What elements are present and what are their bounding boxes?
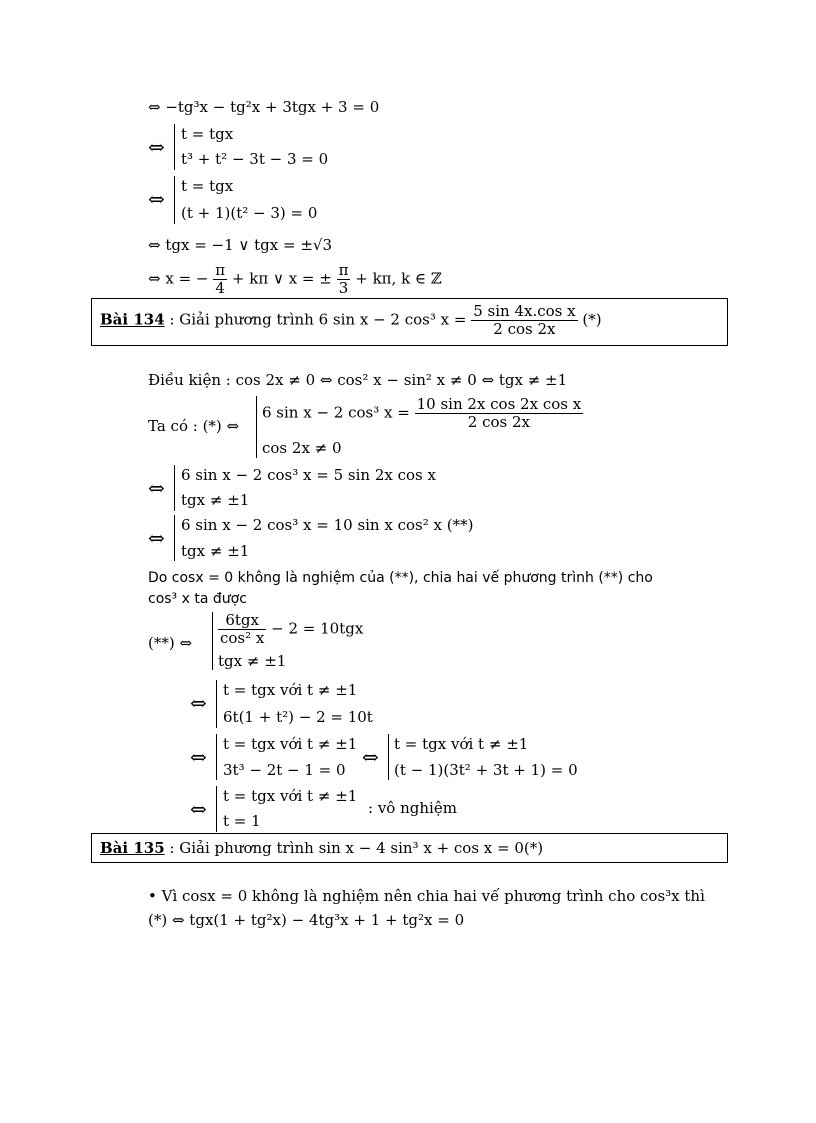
system-brace — [174, 124, 175, 170]
equiv-symbol: ⇔ — [190, 691, 207, 715]
system-eq: 3t³ − 2t − 1 = 0 — [223, 761, 346, 779]
equiv-symbol: ⇔ — [148, 526, 165, 550]
equiv-symbol: ⇔ — [148, 187, 165, 211]
system-eq: t = tgx — [181, 177, 234, 195]
text-line: Do cosx = 0 không là nghiệm của (**), chia hai vế phương trình (**) cho — [148, 570, 653, 586]
problem-title: Bài 135 — [100, 839, 165, 857]
system-eq: t = tgx — [181, 125, 234, 143]
step-line-4: ⇔ tgx = −1 ∨ tgx = ±√3 — [148, 236, 333, 254]
equiv-symbol: ⇔ — [148, 476, 165, 500]
system-eq: $\frac{\text{6tgx}}{\text{cos² x}}$ − 2 = 10tgx — [220, 611, 364, 647]
system-brace — [212, 612, 213, 670]
problem-135-statement: Bài 135 : Giải phương trình sin x − 4 sin³ x + cos x = 0(*) — [100, 839, 544, 857]
system-eq: t = tgx với t ≠ ±1 — [223, 681, 358, 699]
system-brace — [174, 465, 175, 511]
equiv-symbol: ⇔ — [190, 797, 207, 821]
system-eq: tgx ≠ ±1 — [218, 652, 287, 670]
system-brace — [256, 396, 257, 458]
problem-134-statement: Bài 134 : Giải phương trình 6 sin x − 2 cos³ x = $\frac{\text{5 sin 4x.cos x}}{2 \cos 2x}$ (*) — [100, 302, 602, 338]
result-text: : vô nghiệm — [368, 799, 457, 817]
system-eq: t = tgx với t ≠ ±1 — [223, 787, 358, 805]
system-eq: cos 2x ≠ 0 — [262, 439, 342, 457]
text-line: cos³ x ta được — [148, 591, 247, 607]
system-eq: tgx ≠ ±1 — [181, 491, 250, 509]
equiv-symbol: ⇔ — [362, 745, 379, 769]
system-eq: tgx ≠ ±1 — [181, 542, 250, 560]
system-brace — [216, 734, 217, 780]
system-eq: t = 1 — [223, 812, 261, 830]
system-eq: t³ + t² − 3t − 3 = 0 — [181, 150, 329, 168]
problem-title: Bài 134 — [100, 310, 165, 329]
system-brace — [388, 734, 389, 780]
condition-line: Điều kiện : cos 2x ≠ 0 ⇔ cos² x − sin² x ≠ 0 ⇔ tgx ≠ ±1 — [148, 371, 568, 389]
system-brace — [174, 515, 175, 561]
system-brace — [216, 680, 217, 728]
system-eq: t = tgx với t ≠ ±1 — [223, 735, 358, 753]
step-line-1: ⇔ −tg³x − tg²x + 3tgx + 3 = 0 — [148, 98, 380, 116]
system-eq: (t − 1)(3t² + 3t + 1) = 0 — [394, 761, 578, 779]
system-eq: 6 sin x − 2 cos³ x = 5 sin 2x cos x — [181, 466, 436, 484]
bullet-line: • Vì cosx = 0 không là nghiệm nên chia hai vế phương trình cho cos³x thì — [148, 887, 705, 905]
equation-line: (*) ⇔ tgx(1 + tg²x) − 4tg³x + 1 + tg²x = 0 — [148, 911, 465, 929]
step-line-5: ⇔ x = − $\frac{\pi}{4}$ + kπ ∨ x = ± $\frac{\pi}{3}$ + kπ, k ∈ ℤ — [148, 261, 442, 297]
equiv-symbol: ⇔ — [190, 745, 207, 769]
system-brace — [174, 176, 175, 224]
taco-label: Ta có : (*) ⇔ — [148, 417, 240, 435]
equiv-label: (**) ⇔ — [148, 634, 193, 652]
system-eq: 6t(1 + t²) − 2 = 10t — [223, 708, 373, 726]
system-eq: (t + 1)(t² − 3) = 0 — [181, 204, 318, 222]
system-eq: 6 sin x − 2 cos³ x = 10 sin x cos² x (**) — [181, 516, 474, 534]
equiv-symbol: ⇔ — [148, 135, 165, 159]
system-eq: 6 sin x − 2 cos³ x = $\frac{\text{10 sin 2x cos 2x cos x}}{2 \cos 2x}$ — [262, 395, 582, 431]
system-brace — [216, 786, 217, 832]
system-eq: t = tgx với t ≠ ±1 — [394, 735, 529, 753]
